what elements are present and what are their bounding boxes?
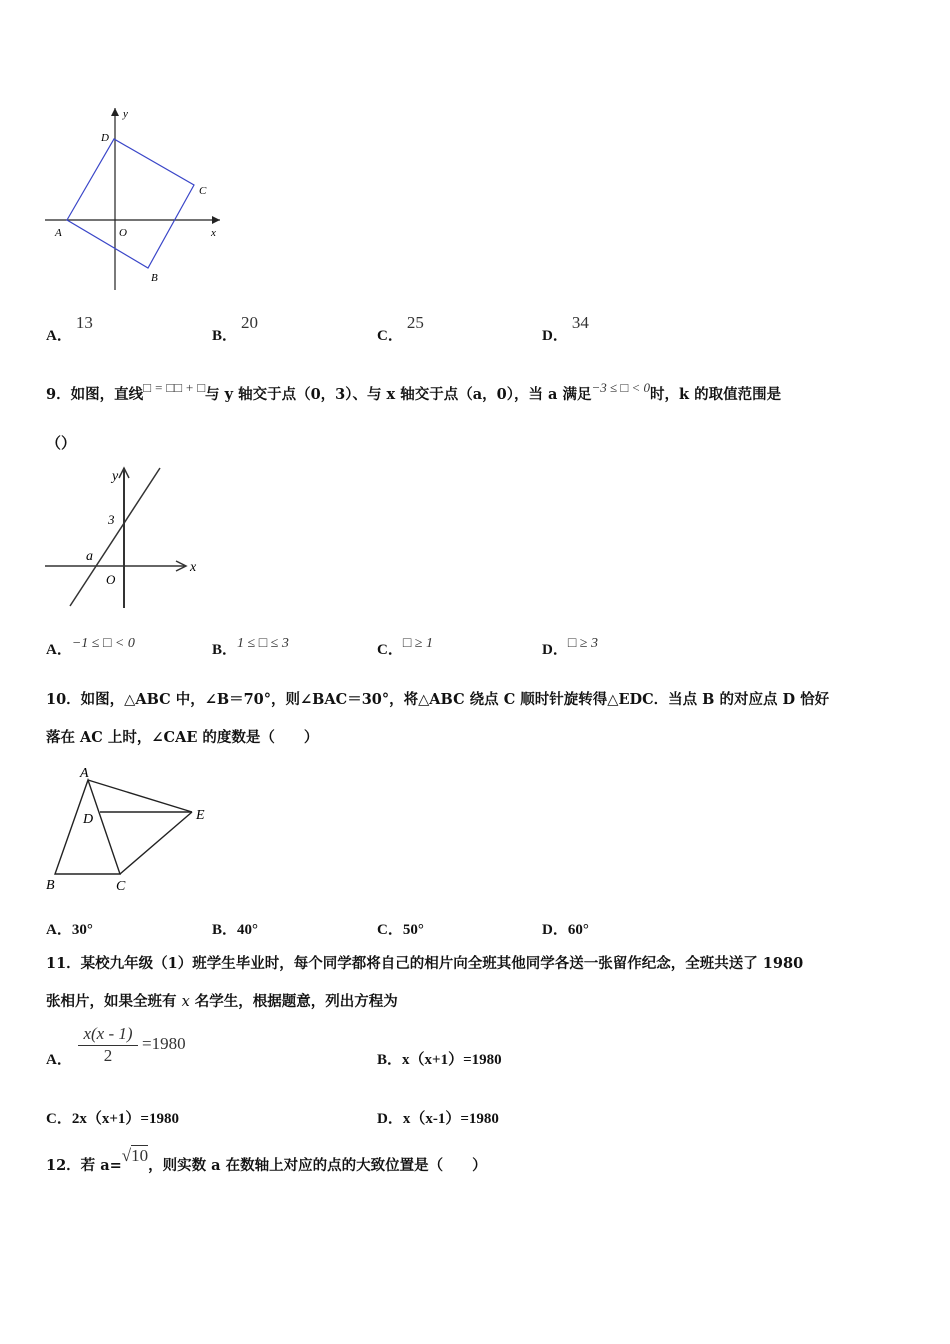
q9-stem: 9．如图，直线□ = □□ + □与 y 轴交于点（0，3）、与 x 轴交于点（a，0），当 a 满足−3 ≤ □ < 0时，k 的取值范围是 xyxy=(46,380,782,403)
q11-option-c[interactable]: C．2x（x+1）=1980 xyxy=(46,1111,179,1127)
q8-option-b[interactable]: B．20 xyxy=(212,313,259,344)
label-a: A xyxy=(55,227,62,239)
q10-stem-line1: 10．如图，△ABC 中，∠B＝70°，则∠BAC＝30°，将△ABC 绕点 C 顺时针旋转得△EDC．当点 B 的对应点 D 恰好 xyxy=(46,691,830,708)
fig2-y: y xyxy=(112,469,119,484)
label-y: y xyxy=(123,108,128,120)
q8-option-a[interactable]: A．13 xyxy=(46,313,93,344)
q8-option-c[interactable]: C．25 xyxy=(377,313,424,344)
q11-option-a-rhs: =1980 xyxy=(142,1034,186,1053)
fig3-a: A xyxy=(80,766,89,781)
figure-triangles xyxy=(40,762,220,897)
q10-option-c[interactable]: C．50° xyxy=(377,922,424,938)
q11-option-a-fraction: x(x - 1) 2 xyxy=(78,1024,138,1066)
fig3-d: D xyxy=(83,812,94,827)
fig3-c: C xyxy=(116,879,126,894)
q9-paren: （） xyxy=(46,434,77,452)
label-d: D xyxy=(101,132,109,144)
figure-square-abcd xyxy=(40,100,240,295)
q10-stem-line2: 落在 AC 上时，∠CAE 的度数是（ ） xyxy=(46,729,319,746)
sqrt-10: √10 xyxy=(121,1146,149,1165)
label-o: O xyxy=(119,227,127,239)
fig2-a: a xyxy=(86,549,93,564)
label-b: B xyxy=(151,272,158,284)
q11-stem-line2: 张相片，如果全班有 x 名学生，根据题意，列出方程为 xyxy=(46,993,398,1010)
q9-option-c[interactable]: C．□ ≥ 1 xyxy=(377,636,433,658)
q11-option-a[interactable]: A． xyxy=(46,1052,72,1068)
fig2-three: 3 xyxy=(108,512,115,527)
q9-option-b[interactable]: B．1 ≤ □ ≤ 3 xyxy=(212,636,289,658)
fig2-o: O xyxy=(106,572,116,587)
q9-option-a[interactable]: A．−1 ≤ □ < 0 xyxy=(46,636,135,658)
q11-option-d[interactable]: D．x（x-1）=1980 xyxy=(377,1111,499,1127)
label-x: x xyxy=(211,227,216,239)
q9-option-d[interactable]: D．□ ≥ 3 xyxy=(542,636,598,658)
fig2-x: x xyxy=(190,560,197,575)
q10-option-a[interactable]: A．30° xyxy=(46,922,93,938)
q10-option-b[interactable]: B．40° xyxy=(212,922,259,938)
figure-line-graph xyxy=(40,462,210,612)
q11-stem-line1: 11．某校九年级（1）班学生毕业时，每个同学都将自己的相片向全班其他同学各送一张留作纪念，全班共送了 1980 xyxy=(46,955,804,972)
q11-option-b[interactable]: B．x（x+1）=1980 xyxy=(377,1052,502,1068)
q10-option-d[interactable]: D．60° xyxy=(542,922,589,938)
label-c: C xyxy=(199,185,207,197)
q8-option-d[interactable]: D．34 xyxy=(542,313,589,344)
fig3-b: B xyxy=(46,878,55,893)
q12-stem: 12．若 a=√10，则实数 a 在数轴上对应的点的大致位置是（ ） xyxy=(46,1146,487,1174)
fig3-e: E xyxy=(196,808,205,823)
